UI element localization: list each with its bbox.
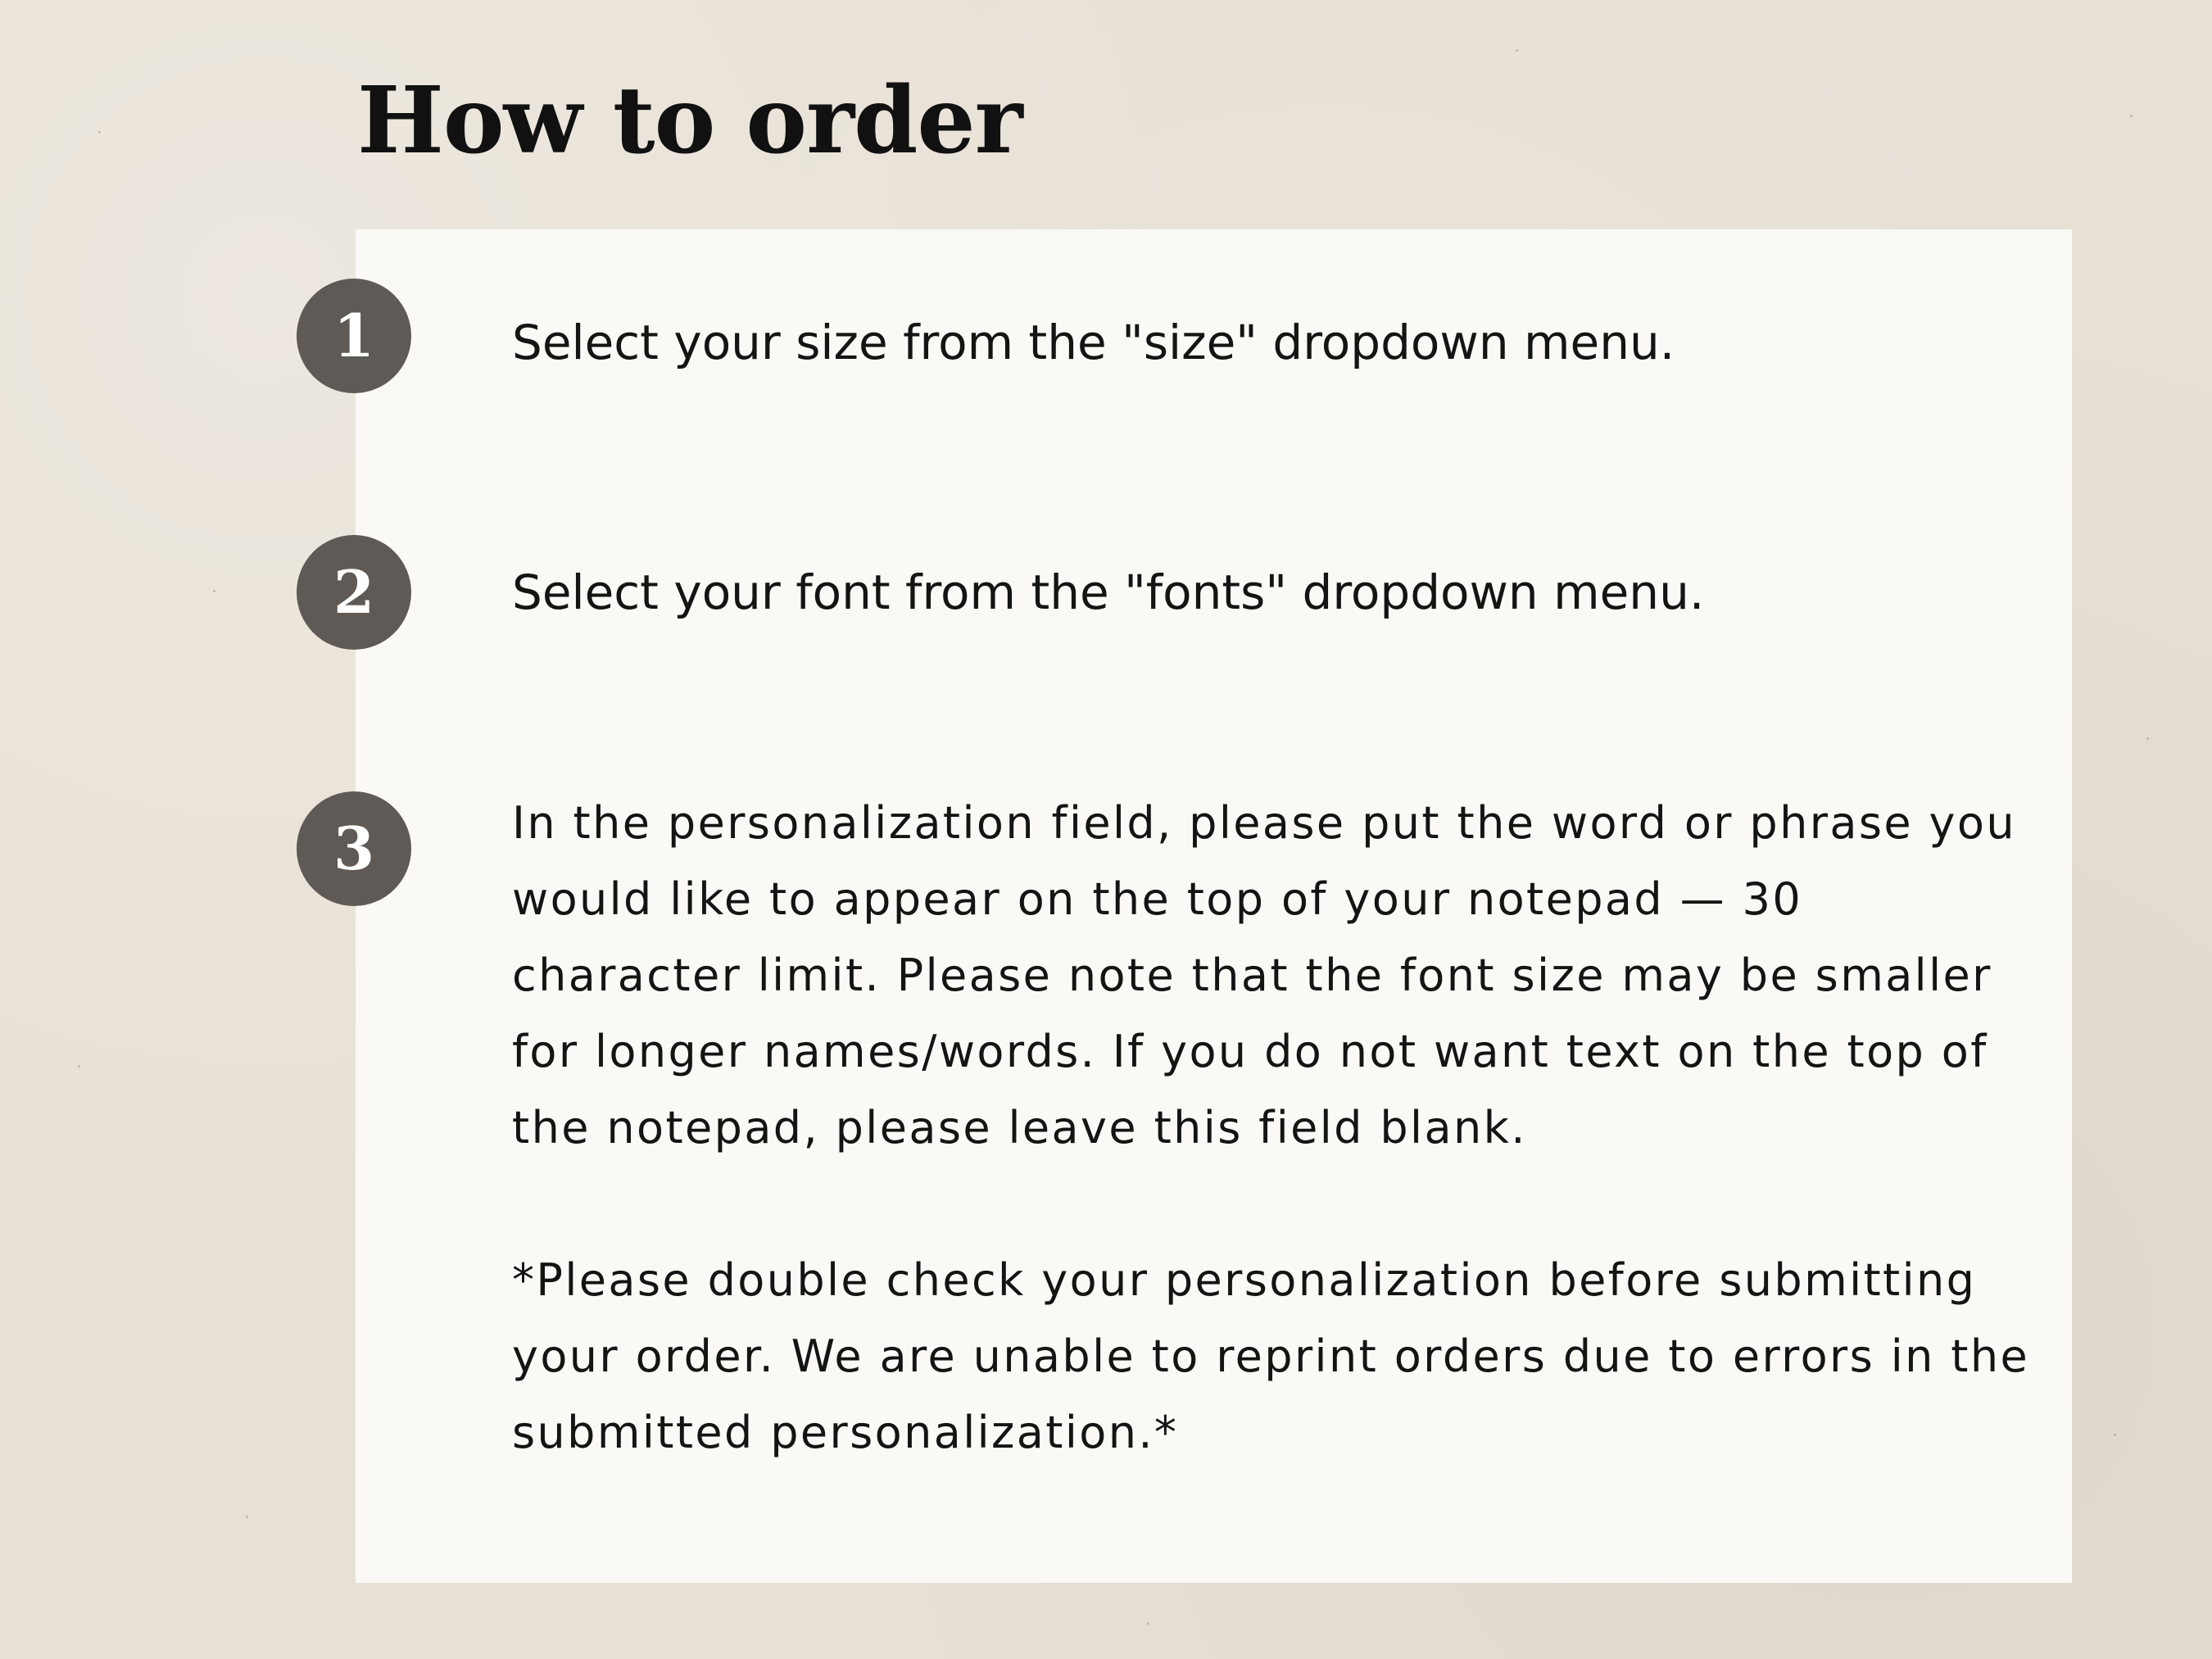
step-number-badge: 2 [297, 535, 411, 650]
paper-speck [1147, 1622, 1149, 1625]
paper-speck [246, 1516, 248, 1518]
paper-speck [78, 1065, 80, 1067]
paper-speck [213, 590, 215, 592]
paper-speck [2146, 737, 2149, 740]
paper-speck [98, 131, 101, 134]
step-number-badge: 1 [297, 279, 411, 393]
step-1-text: Select your size from the "size" dropdown menu. [512, 315, 1675, 370]
step-3-paragraph: In the personalization field, please put the word or phrase you would like to appear on the top of your notepad — 30 character limit. Please note that the font size may be smaller for longer names/words. If you do not want text on the top of the notepad, please leave this field blank. [512, 797, 2016, 1154]
paper-speck [1516, 49, 1518, 52]
page-title: How to order [357, 67, 1022, 175]
step-3-text [512, 785, 2036, 1471]
step-2-text: Select your font from the "fonts" dropdown menu. [512, 564, 1705, 620]
paper-speck [2114, 1434, 2116, 1436]
step-3-note: *Please double check your personalization before submitting your order. We are unable to reprint orders due to errors in the submitted personalization.* [512, 1254, 2030, 1458]
paper-speck [2130, 115, 2133, 117]
step-number-badge: 3 [297, 791, 411, 906]
